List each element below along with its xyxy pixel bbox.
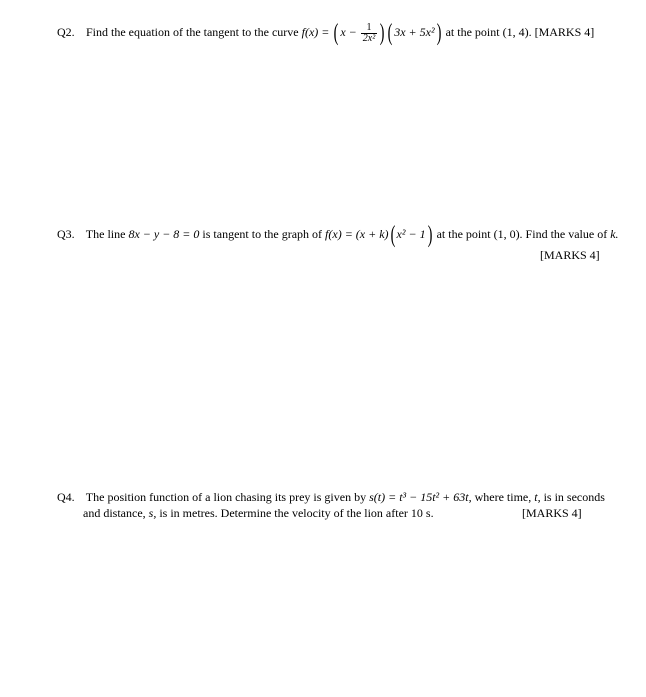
q4-position-function: s(t) = t³ − 15t² + 63t,: [369, 490, 472, 504]
left-paren-2: (: [387, 20, 393, 46]
q4-line2-a: and distance,: [83, 506, 146, 520]
q4-line2-b: is in metres. Determine the velocity of the lion after: [159, 506, 408, 520]
q3-bracket: x² − 1: [396, 226, 426, 241]
question-3-number: Q3.: [57, 226, 75, 241]
right-paren-2: ): [436, 20, 441, 46]
q3-line-equation: 8x − y − 8 = 0: [128, 226, 200, 241]
question-2: [57, 22, 594, 44]
q3-text-a: The line: [85, 226, 126, 241]
q2-frac-den: 2x²: [362, 32, 376, 44]
q2-term: x −: [340, 24, 357, 39]
q4-marks: [MARKS 4]: [522, 506, 582, 520]
question-4: [57, 490, 605, 505]
q4-text-c: is in seconds: [543, 490, 605, 504]
q4-t: t,: [534, 490, 541, 504]
q2-marks: [MARKS 4]: [534, 24, 595, 39]
q3-k: k.: [610, 226, 619, 241]
q4-ten-seconds: 10 s.: [410, 506, 434, 520]
question-4-number: Q4.: [57, 490, 75, 504]
q2-frac-num: 1: [361, 23, 377, 34]
q4-s: s,: [148, 506, 157, 520]
q2-function-label: f(x) =: [301, 24, 330, 39]
question-4-line-2: [83, 506, 434, 521]
q3-text-c: at the point (1, 0). Find the value of: [436, 226, 608, 241]
left-paren: (: [390, 222, 395, 248]
q2-bracket2: 3x + 5x²: [394, 24, 435, 39]
q2-text-after: at the point (1, 4).: [445, 24, 532, 39]
q3-function: f(x) = (x + k): [325, 226, 389, 241]
right-paren: ): [379, 20, 385, 46]
left-paren: (: [333, 20, 339, 46]
q2-fraction: [361, 23, 377, 44]
question-2-text: Find the equation of the tangent to the curve: [86, 24, 299, 39]
q4-text-b: where time,: [474, 490, 532, 504]
q4-text-a: The position function of a lion chasing its prey is given by: [85, 490, 367, 504]
q3-text-b: is tangent to the graph of: [202, 226, 323, 241]
q3-marks: [MARKS 4]: [540, 248, 600, 262]
question-3: [57, 224, 619, 246]
right-paren: ): [427, 222, 432, 248]
question-2-number: Q2.: [57, 24, 75, 39]
